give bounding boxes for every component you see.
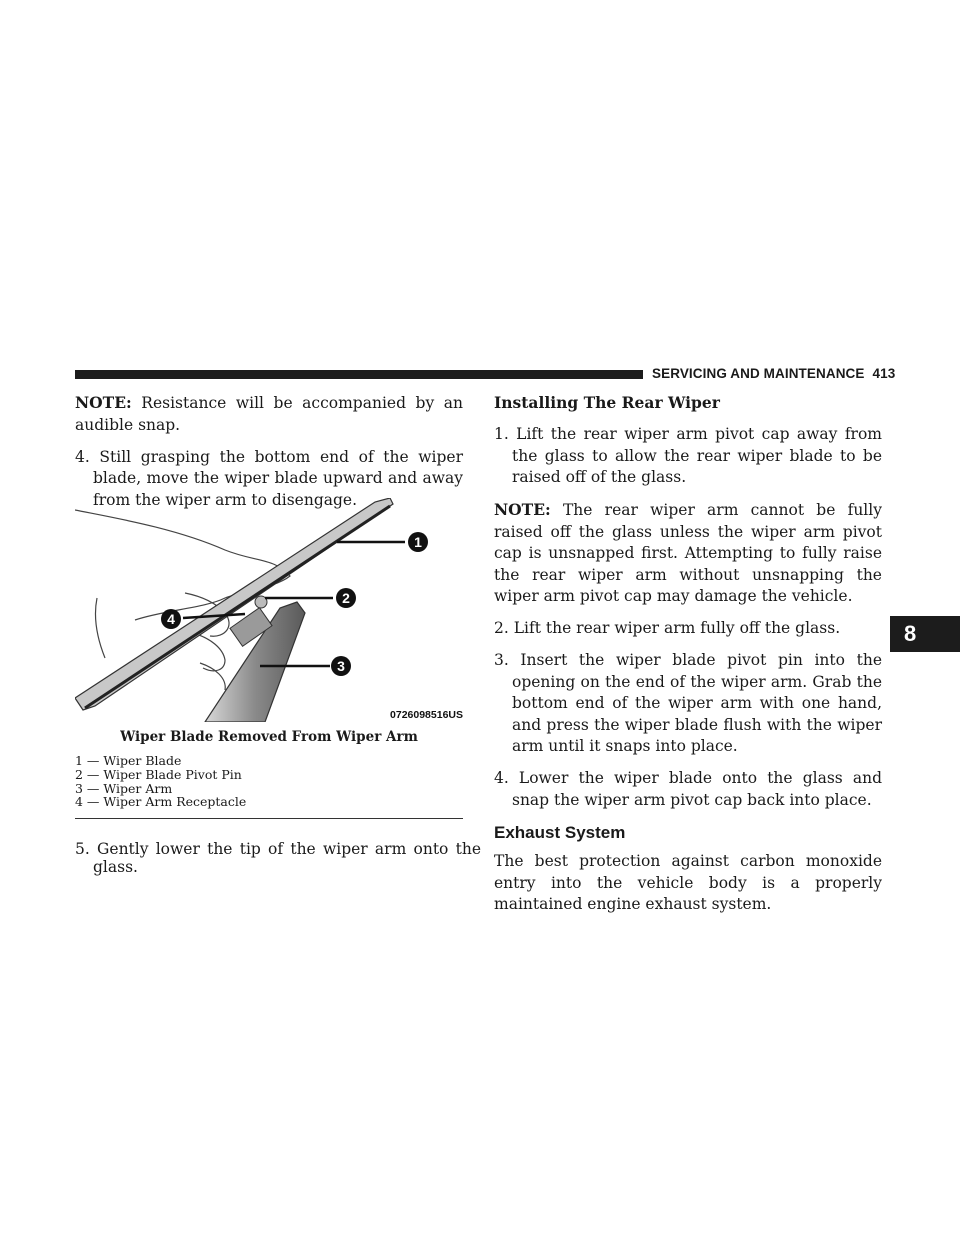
step-4-disengage: 4. Still grasping the bottom end of the wiper blade, move the wiper blade upward and away from the wiper arm to disengage. xyxy=(75,447,463,509)
exhaust-paragraph: The best protection against carbon monoxide entry into the vehicle body is a properly maintained engine exhaust system. xyxy=(494,852,882,913)
section-heading-exhaust: Exhaust System xyxy=(494,822,626,842)
step-2-lift-arm: 2. Lift the rear wiper arm fully off the glass. xyxy=(494,619,841,637)
step-1-lift-cap: 1. Lift the rear wiper arm pivot cap away from the glass to allow the rear wiper blade to be raised off of the glass. xyxy=(494,425,882,486)
callout-1-label: 1 xyxy=(414,534,422,550)
note-label: NOTE: xyxy=(494,500,551,519)
wiper-figure xyxy=(75,498,463,722)
figure-legend xyxy=(75,754,463,809)
callout-4-label: 4 xyxy=(167,611,175,627)
legend-item: 3 — Wiper Arm xyxy=(75,780,173,796)
callout-4 xyxy=(161,609,181,629)
callout-1 xyxy=(408,532,428,552)
callout-2 xyxy=(336,588,356,608)
note-text: The rear wiper arm cannot be fully raised off the glass unless the wiper arm pivot cap is unsnapped first. Attempting to fully raise the rear wiper arm without unsnapping the wiper arm pivot cap may damage the vehicle. xyxy=(494,501,882,605)
page-number: 413 xyxy=(872,366,896,381)
figure-caption: Wiper Blade Removed From Wiper Arm xyxy=(120,729,418,745)
section-title: SERVICING AND MAINTENANCE xyxy=(652,366,865,381)
step-5-lower-tip: 5. Gently lower the tip of the wiper arm onto the glass. xyxy=(75,840,481,876)
legend-item: 4 — Wiper Arm Receptacle xyxy=(75,794,247,810)
subheading-installing-rear-wiper: Installing The Rear Wiper xyxy=(494,393,720,412)
step-3-insert-pin: 3. Insert the wiper blade pivot pin into the opening on the end of the wiper arm. Grab the bottom end of the wiper arm with one hand, and press the wiper blade flush with the wiper arm until it snaps into place. xyxy=(494,651,882,755)
callout-2-label: 2 xyxy=(342,590,350,606)
note-resistance xyxy=(75,392,463,436)
callout-3-label: 3 xyxy=(337,658,345,674)
legend-item: 1 — Wiper Blade xyxy=(75,753,182,768)
chapter-tab: 8 xyxy=(890,616,960,652)
hand-finger xyxy=(200,663,225,690)
image-code: 0726098516US xyxy=(390,709,463,721)
note-pivot-cap xyxy=(494,499,882,608)
note-label: NOTE: xyxy=(75,393,132,412)
header-rule-bar xyxy=(75,370,643,379)
step-4-lower-blade: 4. Lower the wiper blade onto the glass and snap the wiper arm pivot cap back into place. xyxy=(494,769,882,809)
wiper-illustration xyxy=(75,498,463,722)
legend-item: 2 — Wiper Blade Pivot Pin xyxy=(75,766,242,782)
callout-3 xyxy=(331,656,351,676)
hand-finger xyxy=(193,633,225,671)
note-text: Resistance will be accompanied by an audible snap. xyxy=(75,394,463,434)
running-header xyxy=(652,366,895,381)
right-column xyxy=(494,392,882,916)
legend-divider xyxy=(75,818,463,819)
